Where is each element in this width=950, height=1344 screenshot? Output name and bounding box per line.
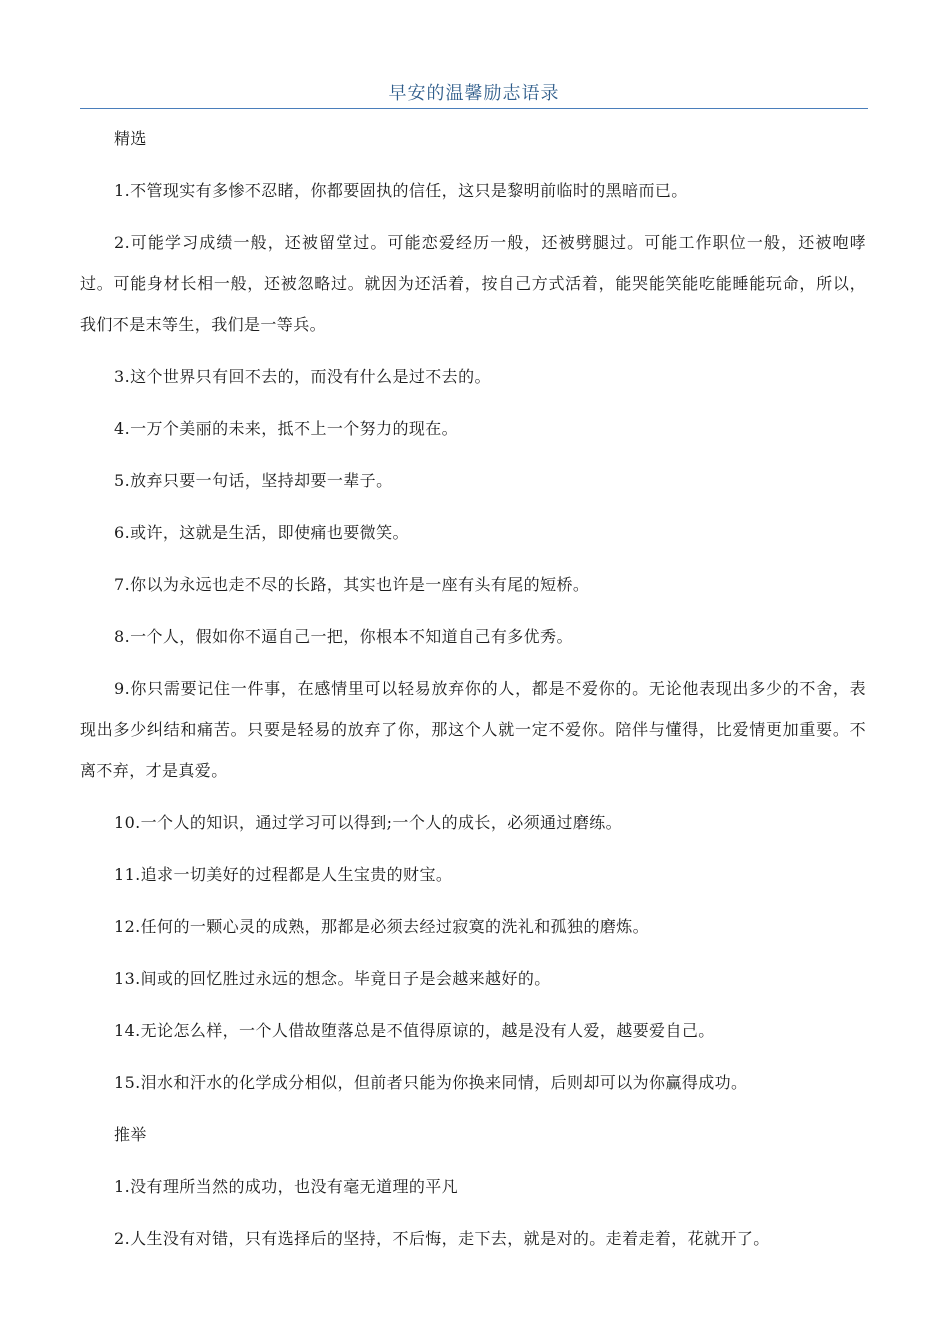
quote-item: 14.无论怎么样，一个人借故堕落总是不值得原谅的，越是没有人爱，越要爱自己。 [114,1021,715,1040]
quote-item: 3.这个世界只有回不去的，而没有什么是过不去的。 [114,367,491,386]
quote-item: 10.一个人的知识，通过学习可以得到;一个人的成长，必须通过磨练。 [114,813,623,832]
quote-item: 4.一万个美丽的未来，抵不上一个努力的现在。 [114,419,459,438]
quote-item: 1.不管现实有多惨不忍睹，你都要固执的信任，这只是黎明前临时的黑暗而已。 [114,181,688,200]
quote-item: 15.泪水和汗水的化学成分相似，但前者只能为你换来同情，后则却可以为你赢得成功。 [114,1073,748,1092]
quote-item: 5.放弃只要一句话，坚持却要一辈子。 [114,471,393,490]
quote-item: 2.人生没有对错，只有选择后的坚持，不后悔，走下去，就是对的。走着走着，花就开了。 [114,1229,770,1248]
quote-item: 6.或许，这就是生活，即使痛也要微笑。 [114,523,409,542]
quote-item: 2.可能学习成绩一般，还被留堂过。可能恋爱经历一般，还被劈腿过。可能工作职位一般，还被咆哮过。可能身材长相一般，还被忽略过。就因为还活着，按自己方式活着，能哭能笑能吃能睡能玩命，所以，我们不是末等生，我们是一等兵。 [80,233,866,334]
quote-item: 7.你以为永远也走不尽的长路，其实也许是一座有头有尾的短桥。 [114,575,590,594]
quote-item: 12.任何的一颗心灵的成熟，那都是必须去经过寂寞的洗礼和孤独的磨炼。 [114,917,650,936]
section-heading-featured: 精选 [114,129,147,148]
quote-item: 1.没有理所当然的成功，也没有毫无道理的平凡 [114,1177,459,1196]
document-title: 早安的温馨励志语录 [388,83,560,104]
section-heading-recommended: 推举 [114,1125,147,1144]
quote-item: 11.追求一切美好的过程都是人生宝贵的财宝。 [114,865,453,884]
document-body [80,128,866,1280]
title-underline [80,108,868,109]
quote-item: 8.一个人，假如你不逼自己一把，你根本不知道自己有多优秀。 [114,627,573,646]
quote-item: 13.间或的回忆胜过永远的想念。毕竟日子是会越来越好的。 [114,969,551,988]
quote-item: 9.你只需要记住一件事，在感情里可以轻易放弃你的人，都是不爱你的。无论他表现出多少的不舍，表现出多少纠结和痛苦。只要是轻易的放弃了你，那这个人就一定不爱你。陪伴与懂得，比爱情更加重要。不离不弃，才是真爱。 [80,679,866,780]
